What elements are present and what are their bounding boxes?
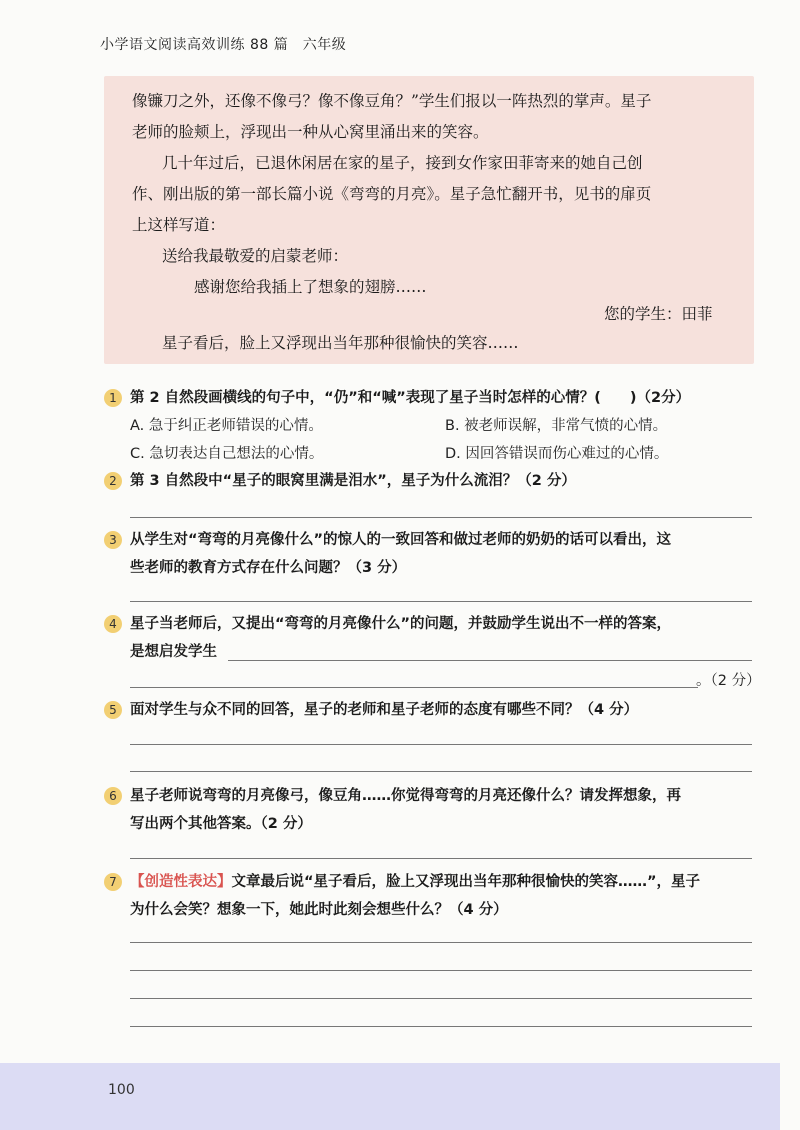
question-7: [104, 868, 764, 928]
passage-line: 感谢您给我插上了想象的翅膀……: [194, 278, 427, 296]
question-3: [104, 526, 764, 586]
answer-line[interactable]: [130, 771, 752, 772]
answer-line[interactable]: [130, 858, 752, 859]
answer-line[interactable]: [130, 517, 752, 518]
option-b[interactable]: B. 被老师误解，非常气愤的心情。: [445, 418, 668, 434]
question-text: 第 2 自然段画横线的句子中，“仍”和“喊”表现了星子当时怎样的心情？( )（2分）: [130, 390, 691, 406]
question-text: 面对学生与众不同的回答，星子的老师和星子老师的态度有哪些不同？（4 分）: [130, 702, 639, 718]
question-text: 第 3 自然段中“星子的眼窝里满是泪水”，星子为什么流泪？（2 分）: [130, 473, 576, 489]
answer-line[interactable]: [130, 744, 752, 745]
option-a[interactable]: A. 急于纠正老师错误的心情。: [130, 418, 323, 434]
reading-passage: [104, 76, 754, 364]
question-number: 6: [104, 787, 122, 805]
passage-line: 老师的脸颊上，浮现出一种从心窝里涌出来的笑容。: [132, 123, 489, 141]
answer-line[interactable]: [130, 942, 752, 943]
passage-line: 您的学生：田菲: [604, 305, 713, 323]
answer-line[interactable]: [130, 970, 752, 971]
answer-line[interactable]: [130, 998, 752, 999]
answer-line[interactable]: [130, 601, 752, 602]
question-number: 3: [104, 531, 122, 549]
option-d[interactable]: D. 因回答错误而伤心难过的心情。: [445, 446, 669, 462]
passage-line: 像镰刀之外，还像不像弓？像不像豆角？”学生们报以一阵热烈的掌声。星子: [132, 92, 652, 110]
passage-line: 星子看后，脸上又浮现出当年那种很愉快的笑容……: [162, 334, 519, 352]
question-number: 4: [104, 615, 122, 633]
question-5: [104, 696, 764, 726]
question-text: 星子老师说弯弯的月亮像弓，像豆角……你觉得弯弯的月亮还像什么？请发挥想象，再 写出两个其他答案。（2 分）: [130, 788, 681, 832]
option-c[interactable]: C. 急切表达自己想法的心情。: [130, 446, 324, 462]
question-number: 7: [104, 873, 122, 891]
question-text: 星子当老师后，又提出“弯弯的月亮像什么”的问题，并鼓励学生说出不一样的答案， 是想启发学生: [130, 616, 672, 660]
page-number: 100: [108, 1082, 135, 1098]
passage-line: 上这样写道：: [132, 216, 226, 234]
question-text: 从学生对“弯弯的月亮像什么”的惊人的一致回答和做过老师的奶奶的话可以看出，这 些老师的教育方式存在什么问题？（3 分）: [130, 532, 672, 576]
passage-line: 送给我最敬爱的启蒙老师：: [162, 247, 349, 265]
question-6: [104, 782, 764, 842]
fill-blank-line[interactable]: [228, 660, 752, 661]
passage-line: 作、刚出版的第一部长篇小说《弯弯的月亮》。星子急忙翻开书，见书的扉页: [132, 185, 652, 203]
question-2: [104, 467, 764, 497]
question-number: 1: [104, 389, 122, 407]
answer-line[interactable]: [130, 1026, 752, 1027]
question-4: [104, 610, 764, 670]
question-number: 2: [104, 472, 122, 490]
fill-blank-line[interactable]: [130, 687, 698, 688]
question-number: 5: [104, 701, 122, 719]
page-header: 小学语文阅读高效训练 88 篇 六年级: [100, 37, 347, 53]
question-tag: 【创造性表达】: [130, 874, 232, 890]
question-text: 【创造性表达】文章最后说“星子看后，脸上又浮现出当年那种很愉快的笑容……”，星子 为什么会笑？想象一下，她此时此刻会想些什么？（4 分）: [130, 874, 701, 918]
score-note: 。（2 分）: [696, 673, 761, 689]
passage-line: 几十年过后，已退休闲居在家的星子，接到女作家田菲寄来的她自己创: [162, 154, 643, 172]
